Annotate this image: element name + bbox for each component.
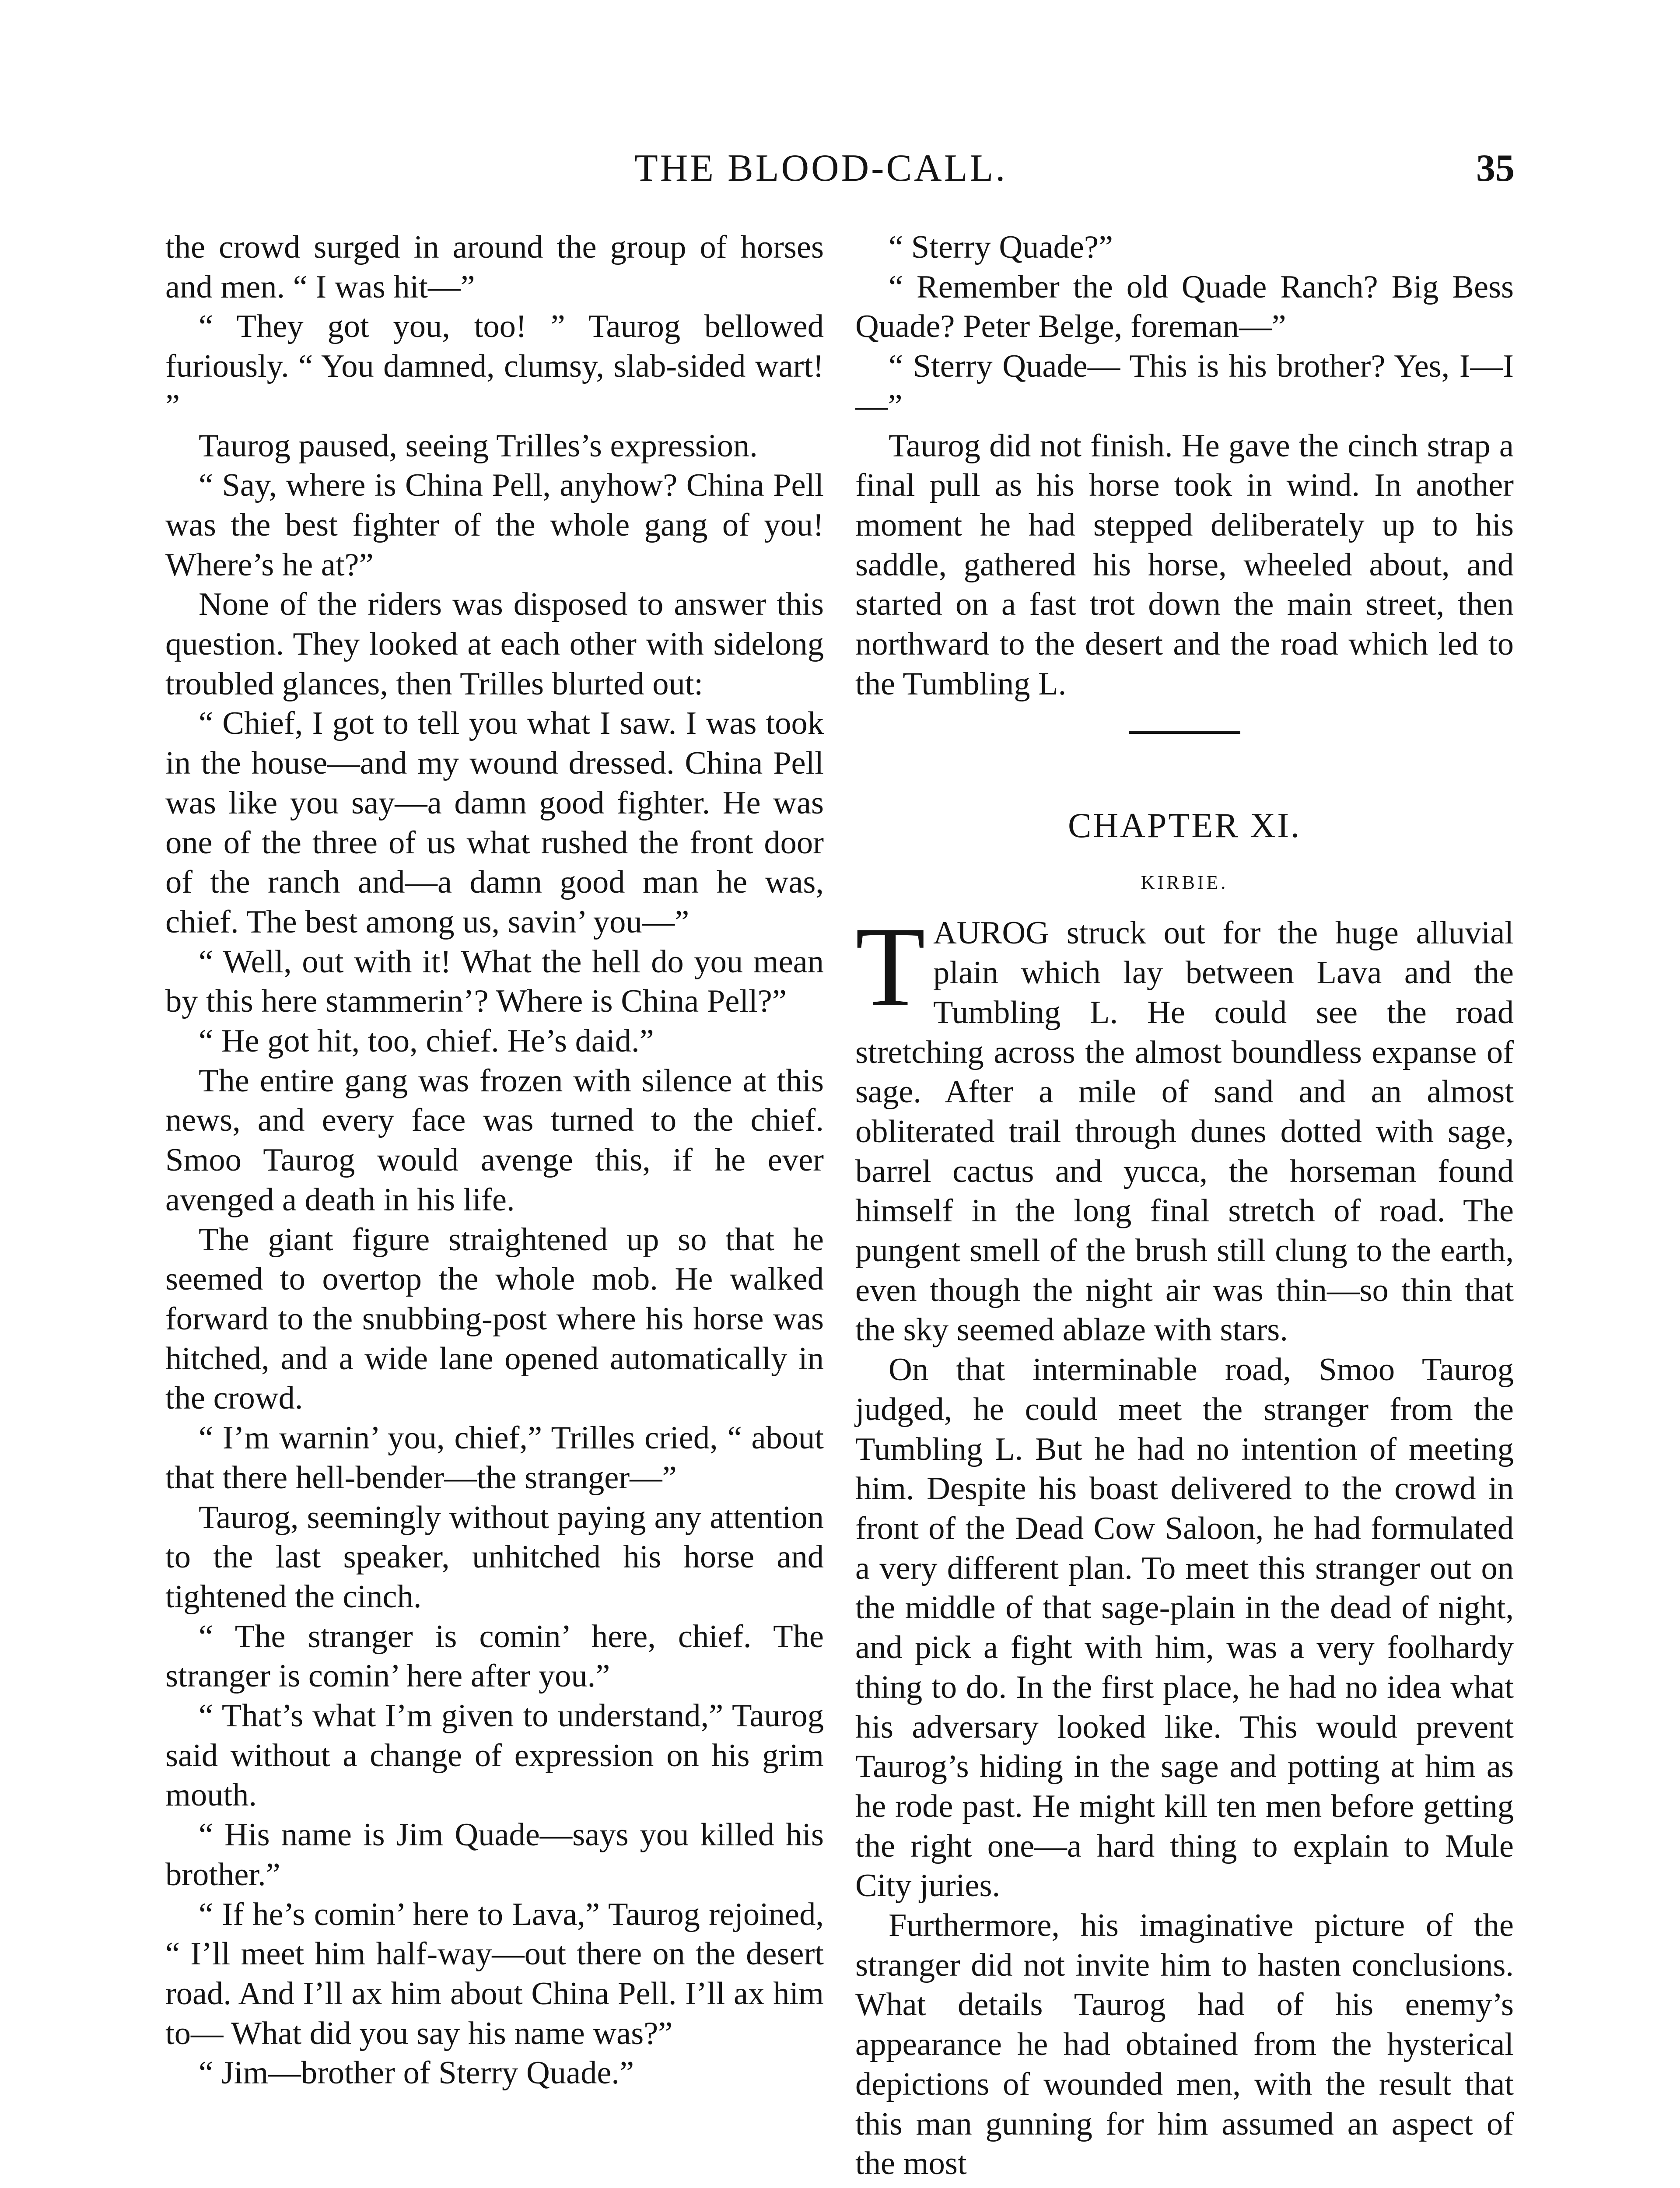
- paragraph: Taurog did not finish. He gave the cinch strap a final pull as his horse took in wind. In another moment he had stepped deliberately up to his saddle, gathered his horse, wheeled about, and started on a fast trot down the main street, then northward to the desert and the road which led to the Tumbling L.: [855, 428, 1514, 702]
- paragraph: On that interminable road, Smoo Taurog judged, he could meet the stranger from the Tumbling L. But he had no intention of meeting him. Despite his boast delivered to the crowd in front of the Dead Cow Saloon, he had formulated a very different plan. To meet this stranger out on the middle of that sage-plain in the dead of night, and pick a fight with him, was a very foolhardy thing to do. In the first place, he had no idea what his adversary looked like. This would prevent Taurog’s hiding in the sage and potting at him as he rode past. He might kill ten men before getting the right one—a hard thing to explain to Mule City juries.: [855, 1352, 1514, 1904]
- section-divider-rule: [1129, 731, 1240, 734]
- paragraph: “ Chief, I got to tell you what I saw. I was took in the house—and my wound dressed. China Pell was like you say—a damn good fighter. He was one of the three of us what rushed the front door of the ranch and—a damn good man he was, chief. The best among us, savin’ you—”: [165, 705, 824, 940]
- chapter-opening-text: AUROG struck out for the huge alluvial plain which lay between Lava and the Tumbling L. He could see the road stretching across the almost boundless expanse of sage. After a mile of sand and an almost obliterated trail through dunes dotted with sage, barrel cactus and yucca, the horseman found himself in the long final stretch of road. The pungent smell of the brush still clung to the earth, even though the night air was thin—so thin that the sky seemed ablaze with stars.: [855, 915, 1514, 1348]
- paragraph: “ He got hit, too, chief. He’s daid.”: [199, 1023, 654, 1059]
- paragraph: “ They got you, too! ” Taurog bellowed furiously. “ You damned, clumsy, slab-sided wart! ”: [165, 309, 824, 424]
- paragraph: “ That’s what I’m given to understand,” Taurog said without a change of expression on his grim mouth.: [165, 1698, 824, 1813]
- drop-cap-letter: T: [855, 903, 926, 1031]
- paragraph: “ Jim—brother of Sterry Quade.”: [199, 2055, 634, 2091]
- right-column-bottom-text: [855, 1350, 1514, 2184]
- chapter-subtitle: KIRBIE.: [1141, 872, 1228, 894]
- paragraph: Taurog, seemingly without paying any attention to the last speaker, unhitched his horse and tightened the cinch.: [165, 1499, 824, 1615]
- paragraph: Taurog paused, seeing Trilles’s expression.: [199, 428, 758, 464]
- paragraph: the crowd surged in around the group of horses and men. “ I was hit—”: [165, 229, 824, 305]
- paragraph: “ I’m warnin’ you, chief,” Trilles cried, “ about that there hell-bender—the stranger—”: [165, 1420, 824, 1496]
- paragraph: The entire gang was frozen with silence at this news, and every face was turned to the chief. Smoo Taurog would avenge this, if he ever avenged a death in his life.: [165, 1062, 824, 1218]
- right-column-top-text: [855, 228, 1514, 704]
- paragraph: “ The stranger is comin’ here, chief. The stranger is comin’ here after you.”: [165, 1618, 824, 1694]
- chapter-opening-paragraph: [855, 903, 1514, 1350]
- paragraph: “ Remember the old Quade Ranch? Big Bess Quade? Peter Belge, foreman—”: [855, 269, 1514, 345]
- paragraph: “ Sterry Quade?”: [889, 229, 1113, 265]
- paragraph: “ Say, where is China Pell, anyhow? China Pell was the best fighter of the whole gang of you! Where’s he at?”: [165, 467, 824, 583]
- page-header: [0, 144, 1680, 197]
- paragraph: The giant figure straightened up so that he seemed to overtop the whole mob. He walked forward to the snubbing-post where his horse was hitched, and a wide lane opened automatically in the crowd.: [165, 1221, 824, 1417]
- paragraph: Furthermore, his imaginative picture of the stranger did not invite him to hasten conclusions. What details Taurog had of his enemy’s appearance he had obtained from the hysterical depictions of wounded men, with the result that this man gunning for him assumed an aspect of the most: [855, 1907, 1514, 2182]
- left-column: [165, 228, 824, 2093]
- paragraph: None of the riders was disposed to answer this question. They looked at each other with sidelong troubled glances, then Trilles blurted out:: [165, 586, 824, 702]
- paragraph: “ If he’s comin’ here to Lava,” Taurog rejoined, “ I’ll meet him half-way—out there on the desert road. And I’ll ax him about China Pell. I’ll ax him to— What did you say his name was?”: [165, 1896, 824, 2051]
- paragraph: “ Sterry Quade— This is his brother? Yes, I—I—”: [855, 348, 1514, 424]
- right-column: [855, 228, 1514, 2184]
- page-number: 35: [1476, 147, 1515, 189]
- running-title: THE BLOOD-CALL.: [634, 147, 1008, 189]
- chapter-heading: CHAPTER XI.: [1068, 806, 1301, 845]
- paragraph: “ Well, out with it! What the hell do you mean by this here stammerin’? Where is China Pell?”: [165, 943, 824, 1020]
- paragraph: “ His name is Jim Quade—says you killed his brother.”: [165, 1817, 824, 1893]
